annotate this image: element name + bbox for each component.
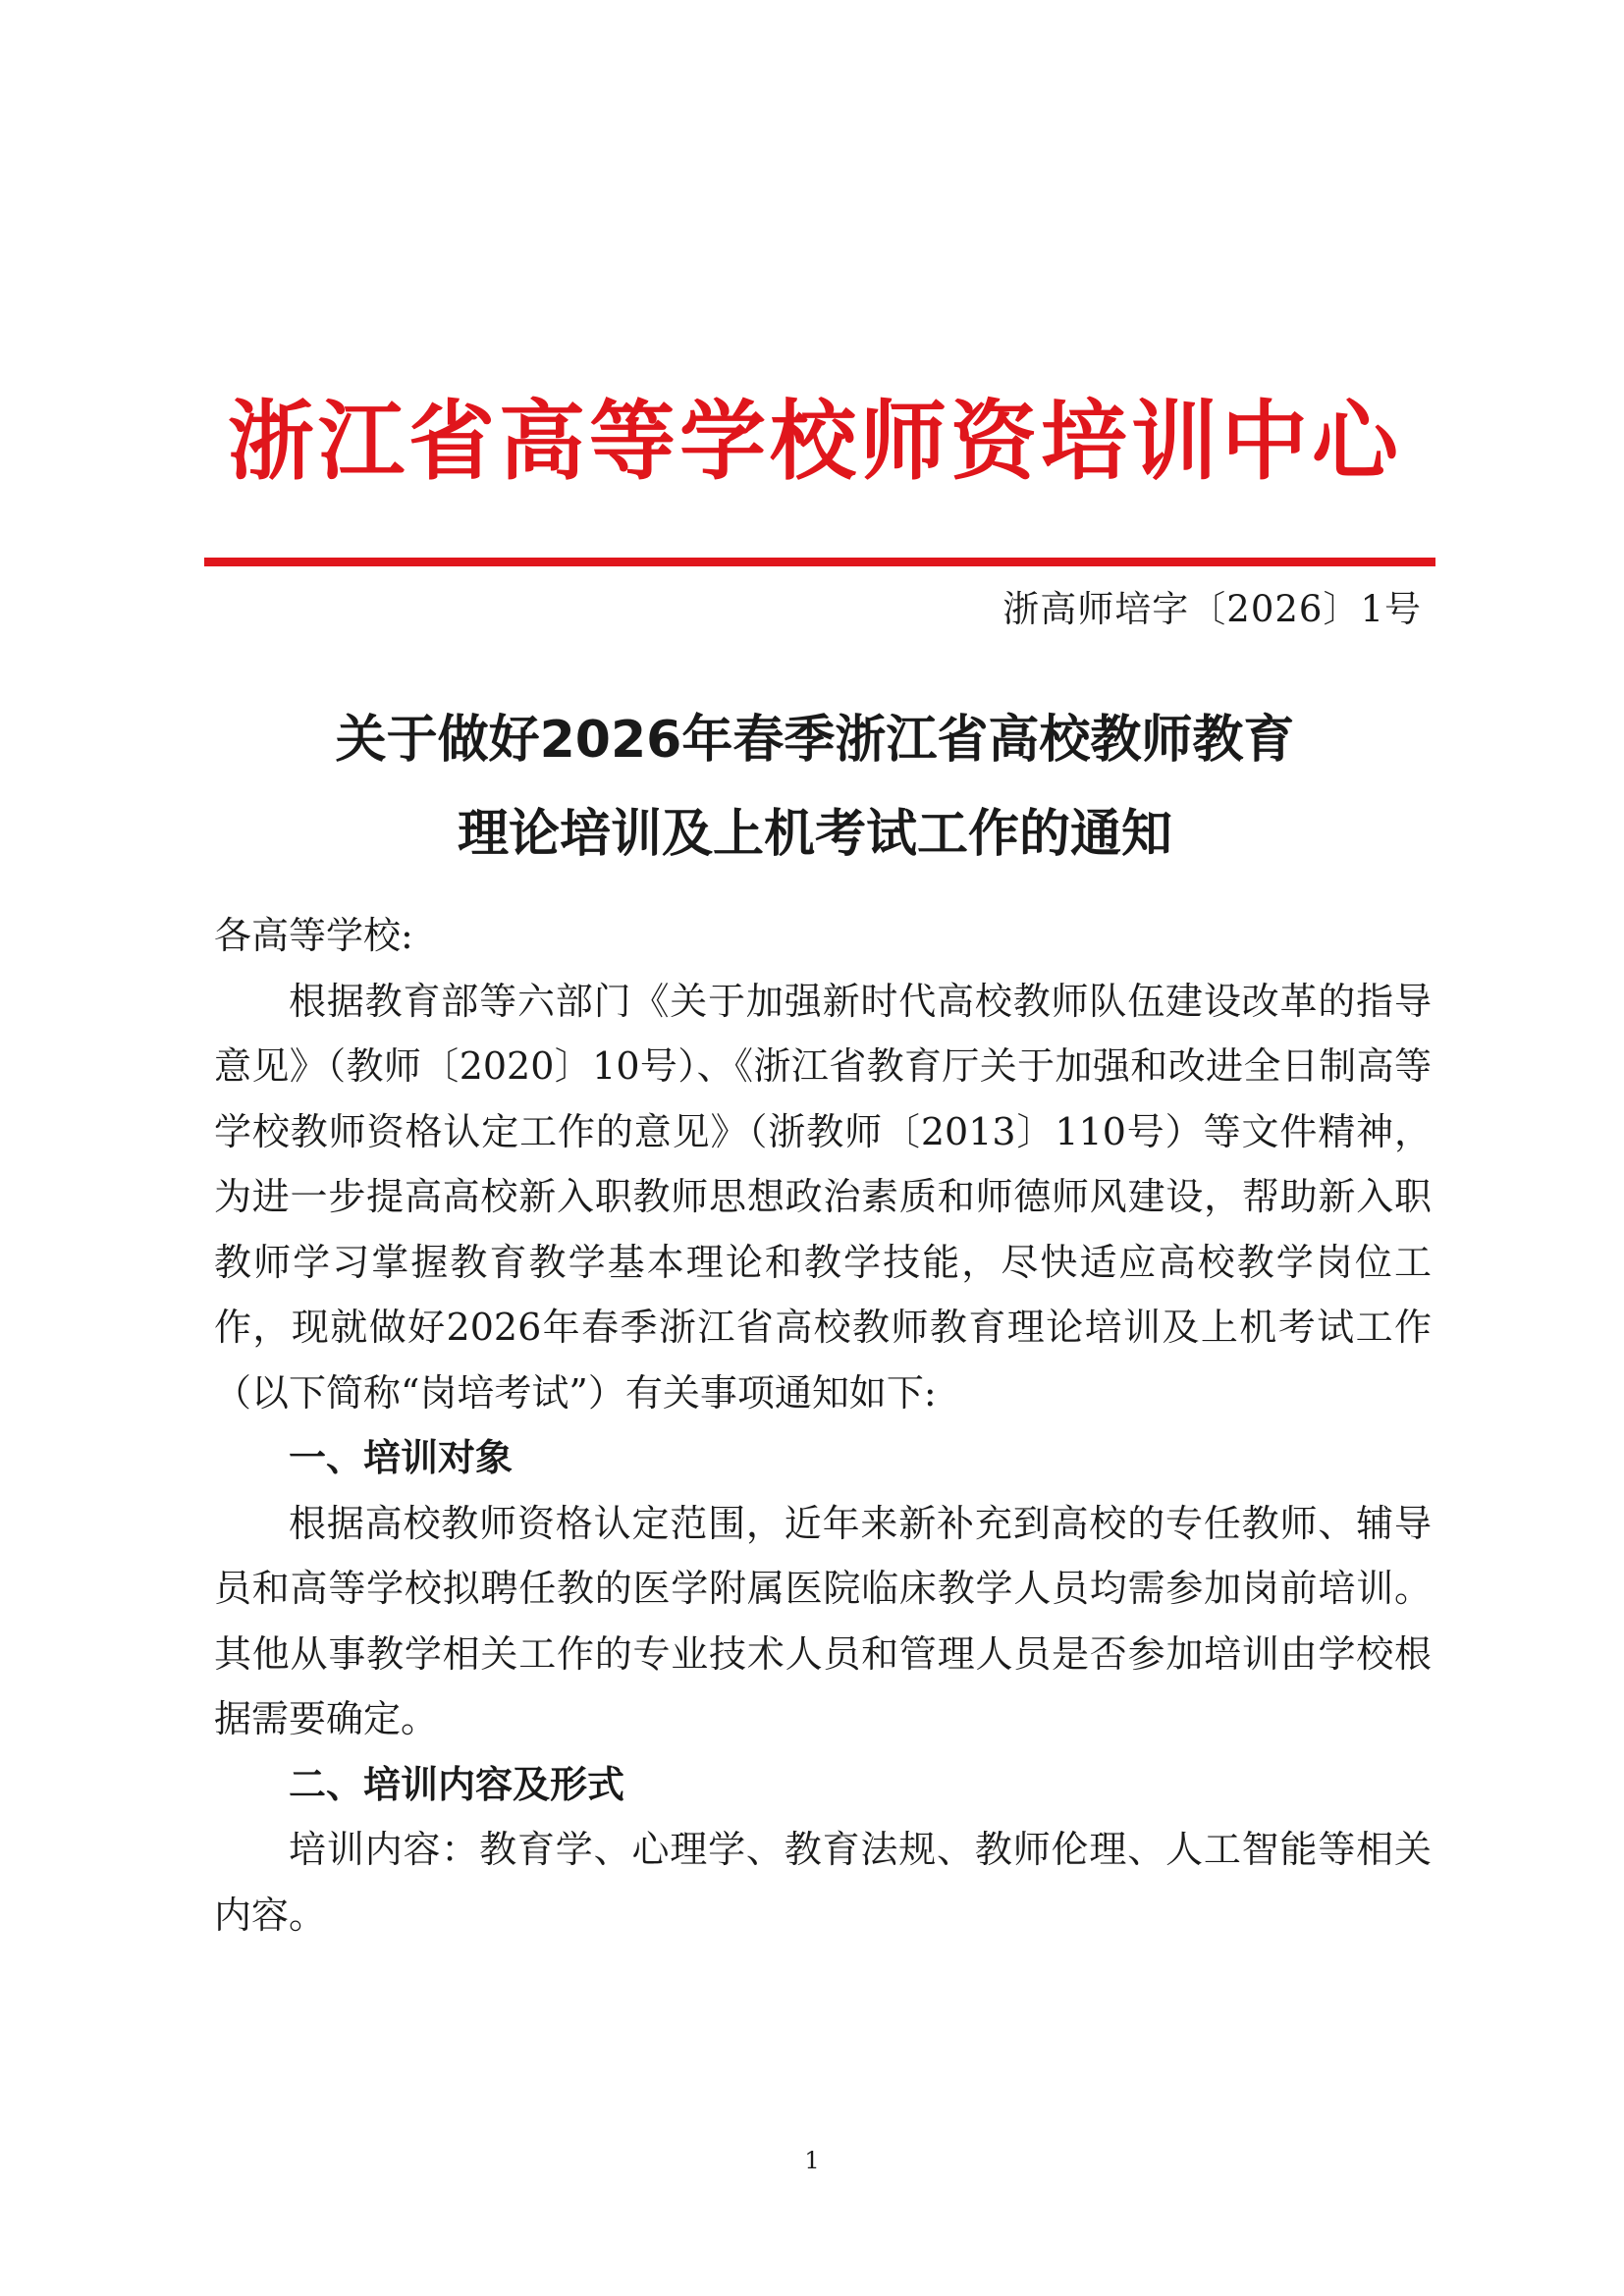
intro-paragraph: 根据教育部等六部门《关于加强新时代高校教师队伍建设改革的指导意见》（教师〔2020〕10号）、《浙江省教育厅关于加强和改进全日制高等学校教师资格认定工作的意见》（浙教师〔2013〕110号）等文件精神，为进一步提高高校新入职教师思想政治素质和师德师风建设，帮助新入职教师学习掌握教育教学基本理论和教学技能，尽快适应高校教学岗位工作，现就做好2026年春季浙江省高校教师教育理论培训及上机考试工作（以下简称“岗培考试”）有关事项通知如下: [214,979,1432,1415]
salutation: 各高等学校: [214,914,413,957]
section-heading-training-content: 二、培训内容及形式 [289,1762,625,1806]
red-header-rule [204,558,1435,566]
document-title-line-1: 关于做好2026年春季浙江省高校教师教育 [335,711,1295,770]
document-title [177,693,1453,881]
document-body [214,903,1432,1948]
document-number: 浙高师培字〔2026〕1号 [1002,588,1422,630]
document-title-line-2: 理论培训及上机考试工作的通知 [457,805,1172,864]
issuing-organization-header: 浙江省高等学校师资培训中心 [227,391,1402,492]
training-content-paragraph: 培训内容：教育学、心理学、教育法规、教师伦理、人工智能等相关内容。 [214,1828,1432,1937]
training-targets-paragraph: 根据高校教师资格认定范围，近年来新补充到高校的专任教师、辅导员和高等学校拟聘任教的医学附属医院临床教学人员均需参加岗前培训。其他从事教学相关工作的专业技术人员和管理人员是否参加培训由学校根据需要确定。 [214,1501,1432,1740]
section-heading-training-targets: 一、培训对象 [289,1436,514,1479]
page-number: 1 [804,2147,820,2174]
